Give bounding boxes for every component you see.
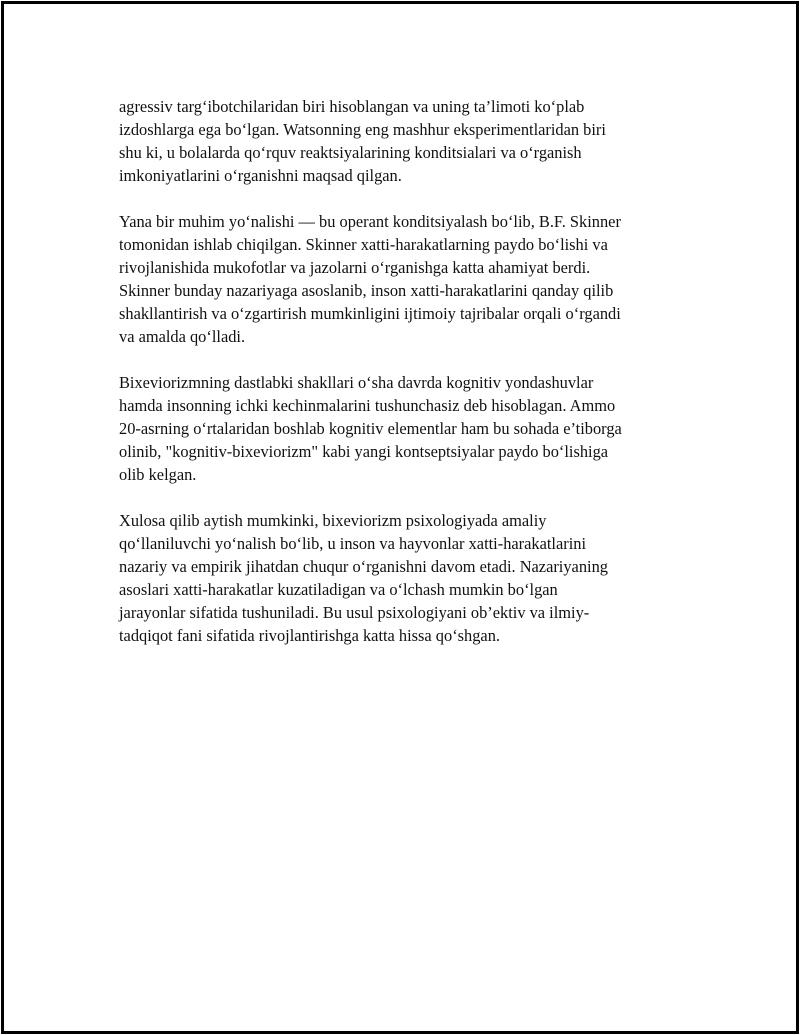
text-line: rivojlanishida mukofotlar va jazolarni o‘rganishga katta ahamiyat berdi.	[119, 258, 591, 277]
text-line: jarayonlar sifatida tushuniladi. Bu usul psixologiyani ob’ektiv va ilmiy-	[119, 603, 590, 622]
text-line: olib kelgan.	[119, 465, 197, 484]
paragraph	[119, 509, 699, 647]
paragraph	[119, 95, 699, 187]
text-line: Xulosa qilib aytish mumkinki, bixeviorizm psixologiyada amaliy	[119, 511, 547, 530]
text-line: izdoshlarga ega bo‘lgan. Watsonning eng mashhur eksperimentlaridan biri	[119, 120, 606, 139]
document-body	[119, 95, 699, 670]
text-line: imkoniyatlarini o‘rganishni maqsad qilgan.	[119, 166, 402, 185]
text-line: nazariy va empirik jihatdan chuqur o‘rganishni davom etadi. Nazariyaning	[119, 557, 608, 576]
paragraph	[119, 210, 699, 348]
paragraph	[119, 371, 699, 486]
text-line: tadqiqot fani sifatida rivojlantirishga katta hissa qo‘shgan.	[119, 626, 500, 645]
text-line: Bixeviorizmning dastlabki shakllari o‘sha davrda kognitiv yondashuvlar	[119, 373, 594, 392]
text-line: shu ki, u bolalarda qo‘rquv reaktsiyalarining konditsialari va o‘rganish	[119, 143, 582, 162]
text-line: 20-asrning o‘rtalaridan boshlab kognitiv elementlar ham bu sohada e’tiborga	[119, 419, 622, 438]
text-line: shakllantirish va o‘zgartirish mumkinligini ijtimoiy tajribalar orqali o‘rgandi	[119, 304, 621, 323]
text-line: qo‘llaniluvchi yo‘nalish bo‘lib, u inson va hayvonlar xatti-harakatlarini	[119, 534, 587, 553]
text-line: va amalda qo‘lladi.	[119, 327, 246, 346]
text-line: asoslari xatti-harakatlar kuzatiladigan va o‘lchash mumkin bo‘lgan	[119, 580, 558, 599]
text-line: olinib, "kognitiv-bixeviorizm" kabi yangi kontseptsiyalar paydo bo‘lishiga	[119, 442, 609, 461]
text-line: Yana bir muhim yo‘nalishi — bu operant konditsiyalash bo‘lib, B.F. Skinner	[119, 212, 621, 231]
text-line: tomonidan ishlab chiqilgan. Skinner xatti-harakatlarning paydo bo‘lishi va	[119, 235, 608, 254]
text-line: agressiv targ‘ibotchilaridan biri hisoblangan va uning ta’limoti ko‘plab	[119, 97, 585, 116]
text-line: Skinner bunday nazariyaga asoslanib, inson xatti-harakatlarini qanday qilib	[119, 281, 614, 300]
text-line: hamda insonning ichki kechinmalarini tushunchasiz deb hisoblagan. Ammo	[119, 396, 616, 415]
